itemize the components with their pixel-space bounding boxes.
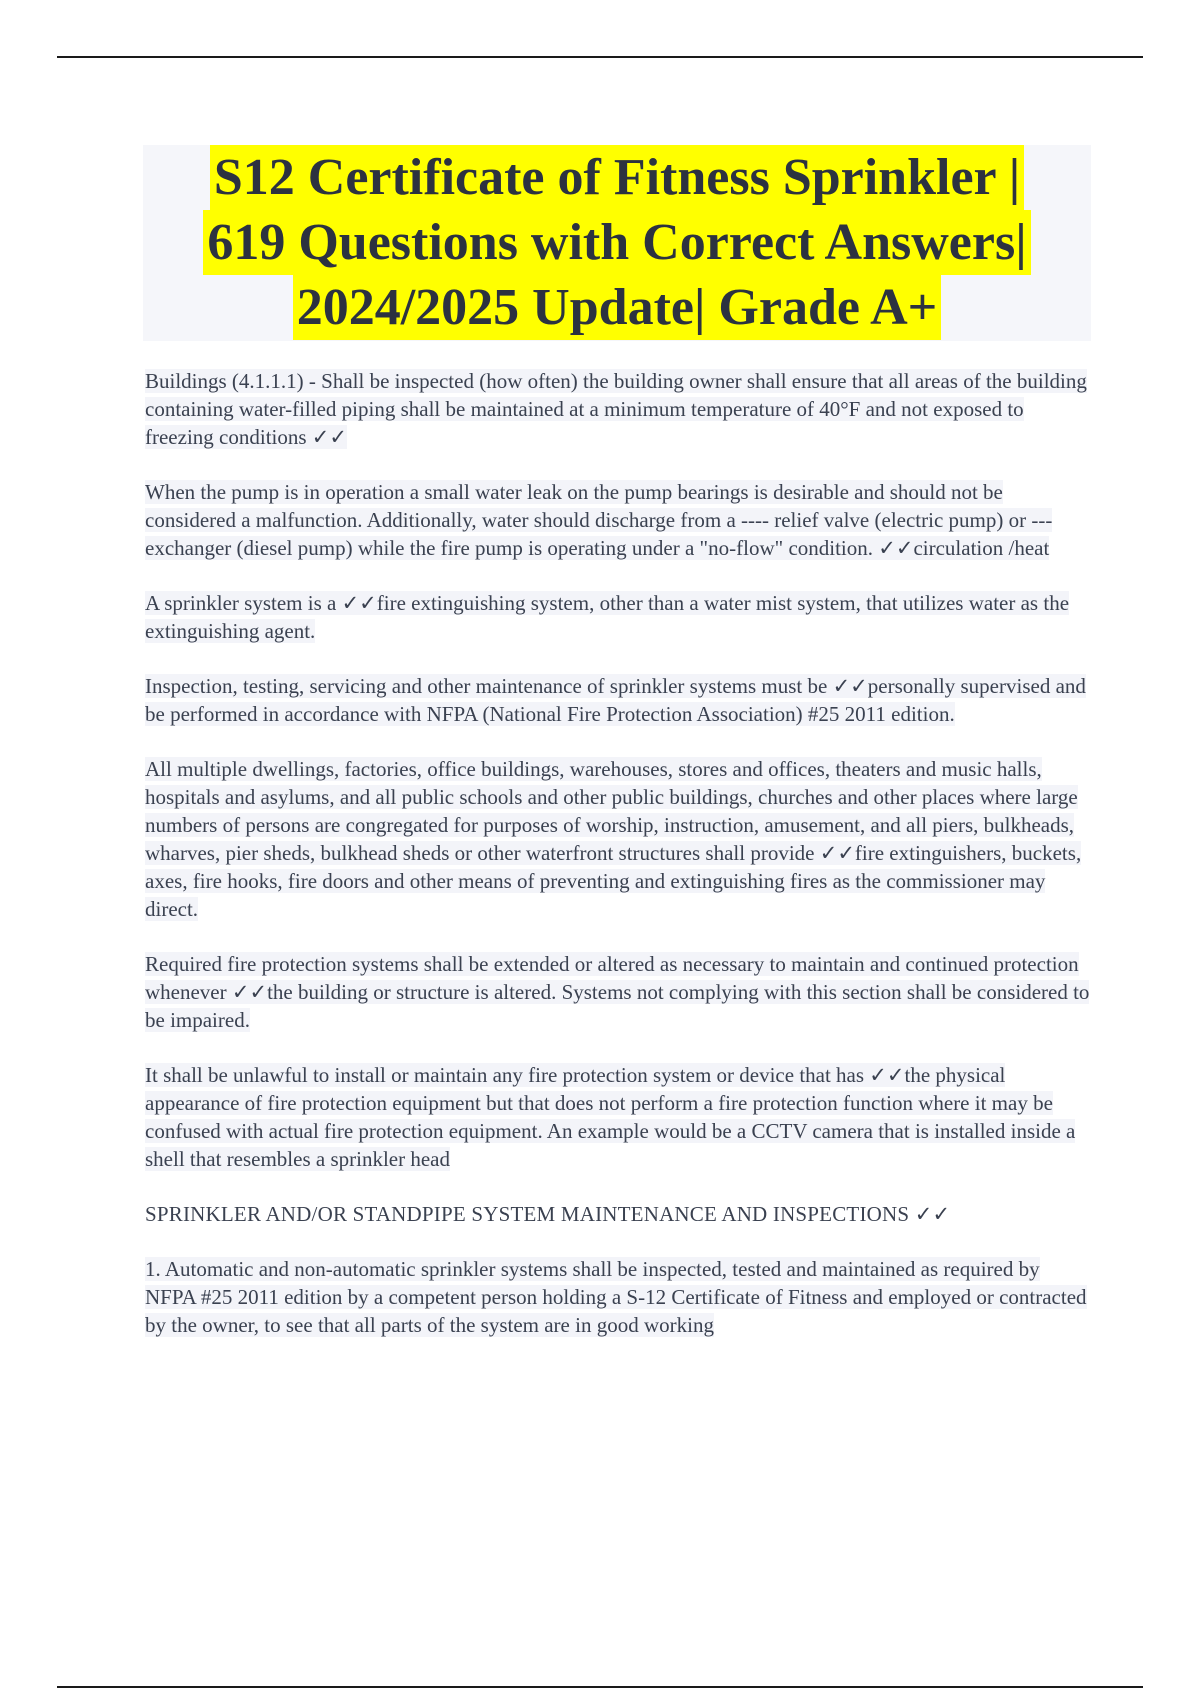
qa-paragraph-final: 1. Automatic and non-automatic sprinkler systems shall be inspected, tested and maintained as required by NFPA #25 2011 edition by a competent person holding a S-12 Certificate of Fitness and employed or contracted by the owner, to see that all parts of the system are in good working — [145, 1257, 1087, 1337]
bottom-rule — [57, 1686, 1143, 1688]
title-line-3: 2024/2025 Update| Grade A+ — [143, 275, 1091, 340]
title-line-1: S12 Certificate of Fitness Sprinkler | — [143, 145, 1091, 210]
qa-paragraph: Inspection, testing, servicing and other maintenance of sprinkler systems must be ✓✓personally supervised and be performed in accordance with NFPA (National Fire Protection Association) #25 2011 edition. — [145, 674, 1086, 726]
qa-paragraph: A sprinkler system is a ✓✓fire extinguishing system, other than a water mist system, that utilizes water as the extinguishing agent. — [145, 591, 1070, 643]
qa-paragraph: It shall be unlawful to install or maintain any fire protection system or device that has ✓✓the physical appearance of fire protection equipment but that does not perform a fire protection function where it may be confused with actual fire protection equipment. An example would be a CCTV camera that is installed inside a shell that resembles a sprinkler head — [145, 1063, 1076, 1171]
qa-paragraph: When the pump is in operation a small water leak on the pump bearings is desirable and should not be considered a malfunction. Additionally, water should discharge from a ---- relief valve (electric pump) or --- exchanger (diesel pump) while the fire pump is operating under a "no-flow" condition. ✓✓circulation /heat — [145, 480, 1053, 560]
document-title — [143, 145, 1091, 341]
title-line-2: 619 Questions with Correct Answers| — [143, 210, 1091, 275]
qa-paragraph: Buildings (4.1.1.1) - Shall be inspected (how often) the building owner shall ensure that all areas of the building containing water-filled piping shall be maintained at a minimum temperature of 40°F and not exposed to freezing conditions ✓✓ — [145, 369, 1087, 449]
top-rule — [57, 56, 1143, 58]
qa-paragraph: All multiple dwellings, factories, office buildings, warehouses, stores and offices, theaters and music halls, hospitals and asylums, and all public schools and other public buildings, churches and other places where large numbers of persons are congregated for purposes of worship, instruction, amusement, and all piers, bulkheads, wharves, pier sheds, bulkhead sheds or other waterfront structures shall provide ✓✓fire extinguishers, buckets, axes, fire hooks, fire doors and other means of preventing and extinguishing fires as the commissioner may direct. — [145, 757, 1082, 921]
qa-paragraph: Required fire protection systems shall be extended or altered as necessary to maintain and continued protection whenever ✓✓the building or structure is altered. Systems not complying with this section shall be considered to be impaired. — [145, 952, 1090, 1032]
section-heading: SPRINKLER AND/OR STANDPIPE SYSTEM MAINTENANCE AND INSPECTIONS ✓✓ — [145, 1202, 951, 1226]
document-body — [145, 367, 1090, 1366]
